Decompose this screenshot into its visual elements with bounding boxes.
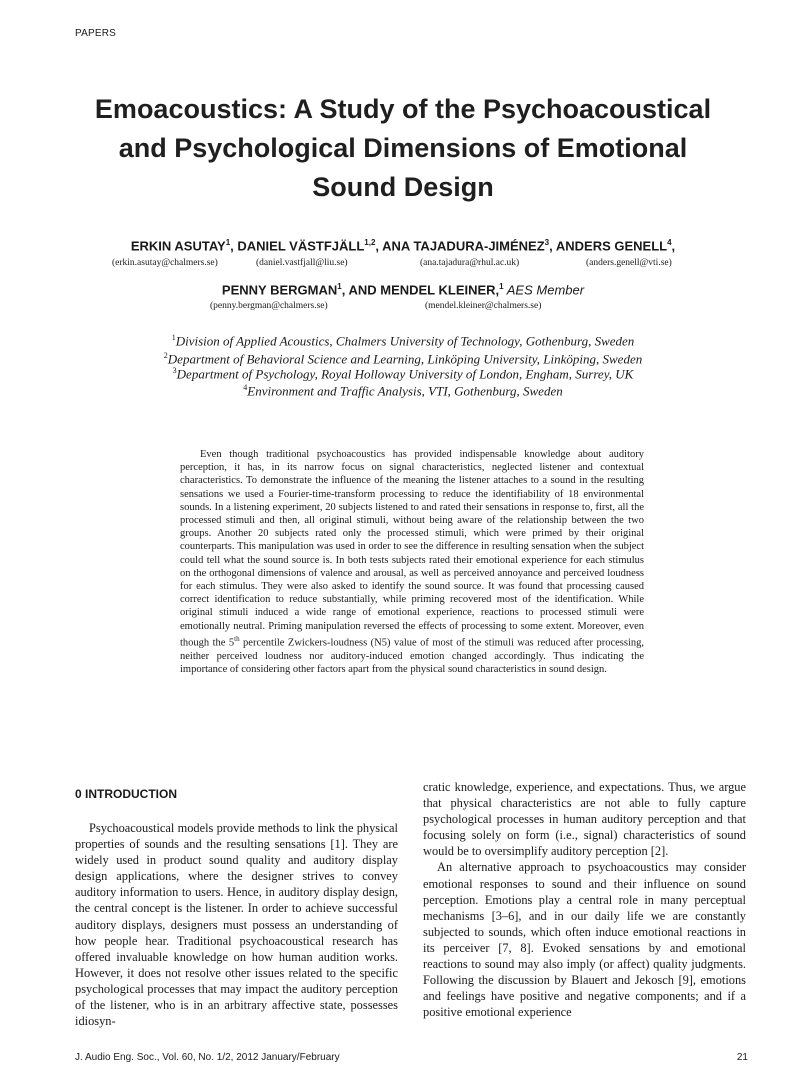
- author-affil-mark: 3: [544, 238, 550, 247]
- affiliation-text: Department of Behavioral Science and Learning, Linköping University, Linköping, Sweden: [167, 351, 643, 367]
- section-label: PAPERS: [75, 28, 117, 39]
- affiliation-text: Division of Applied Acoustics, Chalmers University of Technology, Gothenburg, Sweden: [175, 333, 635, 349]
- author-name: ERKIN ASUTAY: [130, 238, 226, 254]
- journal-citation: J. Audio Eng. Soc., Vol. 60, No. 1/2, 2012 January/February: [75, 1052, 340, 1063]
- author-sep: ,: [375, 238, 383, 254]
- left-column: [75, 820, 398, 1029]
- author-affil-mark: 4: [667, 238, 672, 247]
- author-affil-mark: 1,2: [364, 238, 376, 247]
- author-sep: ,: [671, 238, 676, 254]
- abstract: [180, 448, 644, 676]
- author-name: MENDEL KLEINER,: [380, 282, 500, 298]
- affiliation-number: 2: [163, 351, 168, 360]
- author-email[interactable]: (ana.tajadura@rhul.ac.uk): [420, 258, 520, 268]
- author-name: ANDERS GENELL: [555, 238, 668, 254]
- right-column: [423, 779, 746, 1020]
- author-affil-mark: 1: [499, 282, 504, 291]
- affiliation-number: 3: [172, 366, 177, 375]
- title-line: Sound Design: [312, 172, 494, 202]
- author-email[interactable]: (penny.bergman@chalmers.se): [210, 301, 328, 311]
- author-name: ANA TAJADURA-JIMÉNEZ: [382, 238, 545, 254]
- author-email[interactable]: (erkin.asutay@chalmers.se): [112, 258, 218, 268]
- body-paragraph: cratic knowledge, experience, and expectations. Thus, we argue that physical characteristics are not able to fully capture psychological processes in human auditory perception and that focusing solely on form (i.e., signal) characteristics of sound would be to oversimplify auditory perception [2].: [423, 780, 746, 859]
- author-sep: ,: [549, 238, 556, 254]
- abstract-paragraph: [180, 448, 644, 676]
- affiliation-number: 4: [243, 383, 248, 392]
- author-affil-mark: 1: [337, 282, 342, 291]
- affiliation-text: Environment and Traffic Analysis, VTI, Gothenburg, Sweden: [247, 383, 563, 399]
- title-line: and Psychological Dimensions of Emotional: [118, 133, 688, 163]
- affiliation: [0, 379, 806, 400]
- page-number: 21: [736, 1052, 748, 1063]
- abstract-text: Even though traditional psychoacoustics has provided indispensable knowledge about auditory perception, it has, in its narrow focus on signal characteristics, neglected listener and contextual characteristics. To demonstrate the influence of the meaning the listener attaches to a sound in the resulting sensations we used a Fourier-time-transform processing to reduce the identifiability of 18 environmental sounds. In a listening experiment, 20 subjects listened to and rated their sensations in response to, first, all the processed stimuli and then, all original stimuli, without being aware of the relationship between the two groups. Another 20 subjects rated only the processed stimuli, which were primed by their original counterparts. This manipulation was used in order to see the difference in resulting sensation when the subject could tell what the sound source is. In both tests subjects rated their emotional experience for each stimulus on the orthogonal dimensions of valence and arousal, as well as perceived annoyance and perceived loudness for each stimulus. They were also asked to identify the sound source. It was found that processing caused correct identification to reduce substantially, while priming recovered most of the identification. While original stimuli induced a wide range of emotional experience, reactions to processed stimuli were emotionally neutral. Priming manipulation reversed the effects of processing to some extent. Moreover, even though the 5: [180, 449, 644, 649]
- body-paragraph: An alternative approach to psychoacoustics may consider emotional responses to sound and their influence on sound perception. Emotions play a central role in many perceptual mechanisms [3–6], and in our daily life we are constantly subjected to sounds, which often induce emotional reactions in its perceiver [7, 8]. Evoked sensations by and emotional reactions to sound may also imply (or affect) quality judgments. Following the discussion by Blauert and Jekosch [9], emotions and feelings have positive and negative components; and if a positive emotional experience: [423, 860, 746, 1020]
- author-affil-mark: 1: [225, 238, 231, 247]
- body-paragraph: Psychoacoustical models provide methods to link the physical properties of sounds and the resulting sensations [1]. They are widely used in product sound quality and auditory display design applications, where the designer strives to convey auditory information to users. Hence, in auditory display design, the central concept is the listener. In order to achieve successful auditory displays, designers must possess an understanding of how people hear. Traditional psychoacoustical research has offered invaluable knowledge on how human audition works. However, it does not resolve other issues related to the specific psychological processes that may impact the auditory perception of the listener, who is in an arbitrary affective state, possesses idiosyn-: [75, 821, 398, 1029]
- author-sep: , AND: [341, 282, 381, 298]
- abstract-text: percentile Zwickers-loudness (N5) value of most of the stimuli was reduced after processing, neither perceived loudness nor auditory-induced emotion changed accordingly. Thus indicating the importance of considering other factors apart from the physical sound characteristics in sound design.: [180, 637, 644, 675]
- title-line: Emoacoustics: A Study of the Psychoacoustical: [94, 94, 712, 124]
- author-sep: ,: [230, 238, 238, 254]
- affiliation-number: 1: [171, 333, 176, 342]
- paper-title: [60, 90, 746, 207]
- superscript: th: [234, 634, 240, 643]
- author-email[interactable]: (anders.genell@vti.se): [586, 258, 672, 268]
- author-line: [0, 282, 806, 297]
- author-email[interactable]: (daniel.vastfjall@liu.se): [256, 258, 348, 268]
- author-name: DANIEL VÄSTFJÄLL: [237, 238, 365, 254]
- aes-membership: AES Member: [506, 282, 585, 298]
- author-line: [0, 238, 806, 253]
- affiliation-text: Department of Psychology, Royal Holloway University of London, Engham, Surrey, UK: [176, 366, 634, 382]
- section-heading: 0 INTRODUCTION: [75, 787, 177, 801]
- author-name: PENNY BERGMAN: [221, 282, 338, 298]
- author-email[interactable]: (mendel.kleiner@chalmers.se): [425, 301, 542, 311]
